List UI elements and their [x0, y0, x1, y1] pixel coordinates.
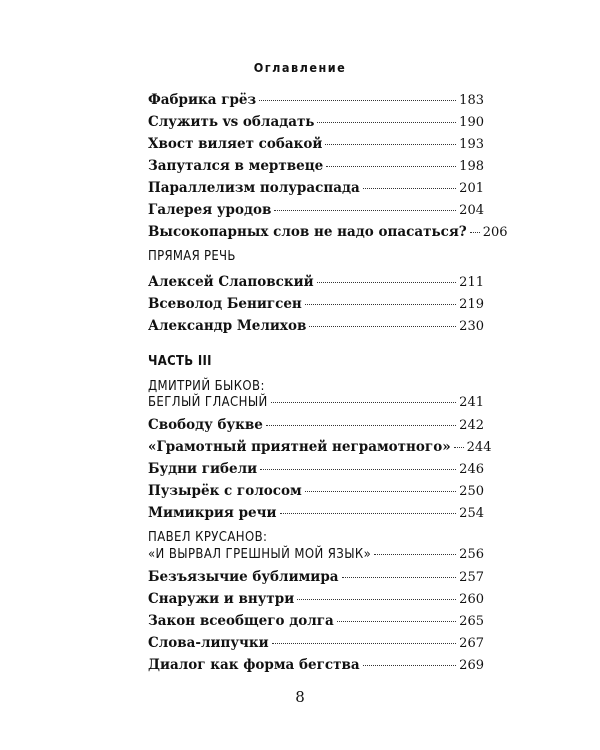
- leader-dots: [337, 621, 456, 622]
- toc-entry-page: 242: [459, 418, 484, 433]
- author-name: ПАВЕЛ КРУСАНОВ:: [148, 530, 268, 545]
- toc-entry[interactable]: [148, 224, 508, 242]
- section-heading-direct-speech: ПРЯМАЯ РЕЧЬ: [148, 249, 236, 264]
- toc-entry-page: 257: [459, 570, 484, 585]
- toc-entry[interactable]: [148, 274, 484, 292]
- leader-dots: [271, 402, 456, 403]
- leader-dots: [374, 554, 456, 555]
- toc-entry-title: Мимикрия речи: [148, 505, 277, 521]
- toc-entry-page: 190: [459, 115, 484, 130]
- toc-entry[interactable]: [148, 296, 484, 314]
- toc-entry-page: 265: [459, 614, 484, 629]
- leader-dots: [363, 188, 456, 189]
- part-heading: ЧАСТЬ III: [148, 354, 212, 369]
- toc-entry-title: Снаружи и внутри: [148, 591, 295, 607]
- toc-entry-title: Фабрика грёз: [148, 92, 257, 108]
- toc-entry[interactable]: [148, 505, 484, 523]
- leader-dots: [280, 513, 457, 514]
- toc-entry[interactable]: [148, 591, 484, 609]
- toc-entry-page: 256: [459, 547, 484, 562]
- toc-entry-title: БЕГЛЫЙ ГЛАСНЫЙ: [148, 395, 268, 410]
- toc-entry-title: Галерея уродов: [148, 202, 272, 218]
- toc-entry-page: 183: [459, 93, 484, 108]
- leader-dots: [317, 282, 457, 283]
- toc-entry-title: Служить vs обладать: [148, 114, 315, 130]
- toc-entry[interactable]: [148, 92, 484, 110]
- leader-dots: [259, 100, 456, 101]
- toc-entry-title: Будни гибели: [148, 461, 258, 477]
- leader-dots: [470, 232, 480, 233]
- toc-entry-title: «И ВЫРВАЛ ГРЕШНЫЙ МОЙ ЯЗЫК»: [148, 547, 372, 562]
- leader-dots: [342, 577, 457, 578]
- toc-entry[interactable]: [148, 395, 484, 413]
- toc-entry-page: 230: [459, 319, 484, 334]
- leader-dots: [305, 304, 456, 305]
- leader-dots: [363, 665, 457, 666]
- leader-dots: [317, 122, 456, 123]
- toc-entry[interactable]: [148, 417, 484, 435]
- toc-entry-page: 269: [459, 658, 484, 673]
- leader-dots: [326, 166, 456, 167]
- toc-entry-title: Запутался в мертвеце: [148, 158, 324, 174]
- leader-dots: [297, 599, 456, 600]
- toc-entry[interactable]: [148, 180, 484, 198]
- toc-entry-title: Свободу букве: [148, 417, 263, 433]
- toc-entry[interactable]: [148, 158, 484, 176]
- leader-dots: [305, 491, 456, 492]
- toc-entry-title: Всеволод Бенигсен: [148, 296, 302, 312]
- toc-entry-page: 260: [459, 592, 484, 607]
- toc-entry-page: 246: [459, 462, 484, 477]
- toc-entry[interactable]: [148, 613, 484, 631]
- toc-entry-page: 211: [459, 275, 484, 290]
- toc-entry-page: 241: [459, 395, 484, 410]
- toc-entry-title: Алексей Слаповский: [148, 274, 314, 290]
- toc-entry-title: Слова-липучки: [148, 635, 269, 651]
- page-number: 8: [295, 688, 305, 706]
- toc-entry-page: 219: [459, 297, 484, 312]
- toc-entry-title: Высокопарных слов не надо опасаться?: [148, 224, 467, 240]
- author-name: ДМИТРИЙ БЫКОВ:: [148, 379, 265, 394]
- toc-entry-title: Хвост виляет собакой: [148, 136, 323, 152]
- toc-entry-title: Закон всеобщего долга: [148, 613, 334, 629]
- leader-dots: [272, 643, 456, 644]
- toc-entry[interactable]: [148, 318, 484, 336]
- toc-entry[interactable]: [148, 202, 484, 220]
- leader-dots: [260, 469, 456, 470]
- toc-entry-title: Безъязычие бублимира: [148, 569, 339, 585]
- toc-entry-page: 204: [459, 203, 484, 218]
- toc-entry-title: «Грамотный приятней неграмотного»: [148, 439, 451, 455]
- toc-entry-page: 206: [482, 225, 508, 240]
- leader-dots: [454, 447, 464, 448]
- leader-dots: [274, 210, 456, 211]
- toc-entry[interactable]: [148, 114, 484, 132]
- toc-entry-page: 250: [459, 484, 484, 499]
- toc-entry-page: 244: [466, 440, 492, 455]
- toc-entry-page: 267: [459, 636, 484, 651]
- leader-dots: [266, 425, 456, 426]
- toc-entry-title: Пузырёк с голосом: [148, 483, 302, 499]
- toc-entry-title: Александр Мелихов: [148, 318, 307, 334]
- leader-dots: [325, 144, 456, 145]
- toc-entry-title: Параллелизм полураспада: [148, 180, 360, 196]
- page-title: Оглавление: [253, 60, 347, 75]
- toc-entry[interactable]: [148, 136, 484, 154]
- toc-entry-title: Диалог как форма бегства: [148, 657, 360, 673]
- toc-entry-page: 201: [459, 181, 484, 196]
- toc-entry[interactable]: [148, 483, 484, 501]
- toc-entry[interactable]: [148, 569, 484, 587]
- toc-entry-page: 254: [459, 506, 484, 521]
- leader-dots: [309, 326, 456, 327]
- toc-entry-page: 193: [459, 137, 484, 152]
- toc-entry[interactable]: [148, 635, 484, 653]
- toc-entry[interactable]: [148, 657, 484, 675]
- toc-entry[interactable]: [148, 547, 484, 565]
- toc-entry[interactable]: [148, 461, 484, 479]
- toc-entry-page: 198: [459, 159, 484, 174]
- toc-entry[interactable]: [148, 439, 492, 457]
